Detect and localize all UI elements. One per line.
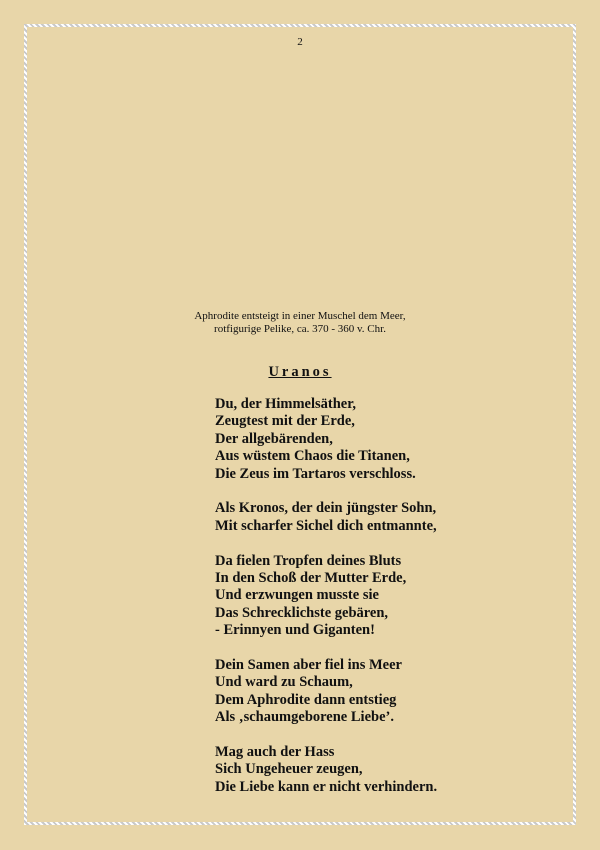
stanza bbox=[215, 553, 437, 640]
poem-line: Die Zeus im Tartaros verschloss. bbox=[215, 465, 416, 482]
poem-line: In den Schoß der Mutter Erde, bbox=[215, 570, 407, 587]
poem-line: Mag auch der Hass bbox=[215, 744, 335, 761]
poem-line: Da fielen Tropfen deines Bluts bbox=[215, 552, 402, 569]
poem-line: Das Schrecklichste gebären, bbox=[215, 604, 389, 621]
poem-line: Du, der Himmelsäther, bbox=[215, 396, 356, 412]
poem-line: Dem Aphrodite dann entstieg bbox=[215, 691, 397, 708]
poem-line: Sich Ungeheuer zeugen, bbox=[215, 761, 363, 778]
stanza bbox=[215, 396, 437, 483]
poem-line: Und erzwungen musste sie bbox=[215, 587, 379, 604]
poem-line: Als Kronos, der dein jüngster Sohn, bbox=[215, 500, 437, 517]
image-caption bbox=[0, 310, 600, 336]
poem-title: Uranos bbox=[268, 364, 332, 380]
poem-line: Dein Samen aber fiel ins Meer bbox=[215, 657, 402, 674]
page-number: 2 bbox=[297, 36, 303, 48]
poem-line: Und ward zu Schaum, bbox=[215, 674, 353, 691]
caption-line: rotfigurige Pelike, ca. 370 - 360 v. Chr. bbox=[214, 323, 386, 335]
poem-line: Mit scharfer Sichel dich entmannte, bbox=[215, 517, 437, 534]
poem-line: Aus wüstem Chaos die Titanen, bbox=[215, 448, 410, 465]
stanza bbox=[215, 657, 437, 727]
caption-line: Aphrodite entsteigt in einer Muschel dem Meer, bbox=[194, 310, 406, 322]
stanza bbox=[215, 744, 437, 796]
poem-line: - Erinnyen und Giganten! bbox=[215, 622, 375, 639]
stanza bbox=[215, 500, 437, 535]
poem-line: Die Liebe kann er nicht verhindern. bbox=[215, 778, 438, 795]
poem-body bbox=[215, 396, 437, 796]
poem-line: Als ‚schaumgeborene Liebe’. bbox=[215, 709, 394, 726]
poem-line: Der allgebärenden, bbox=[215, 430, 333, 447]
poem-line: Zeugtest mit der Erde, bbox=[215, 413, 355, 430]
